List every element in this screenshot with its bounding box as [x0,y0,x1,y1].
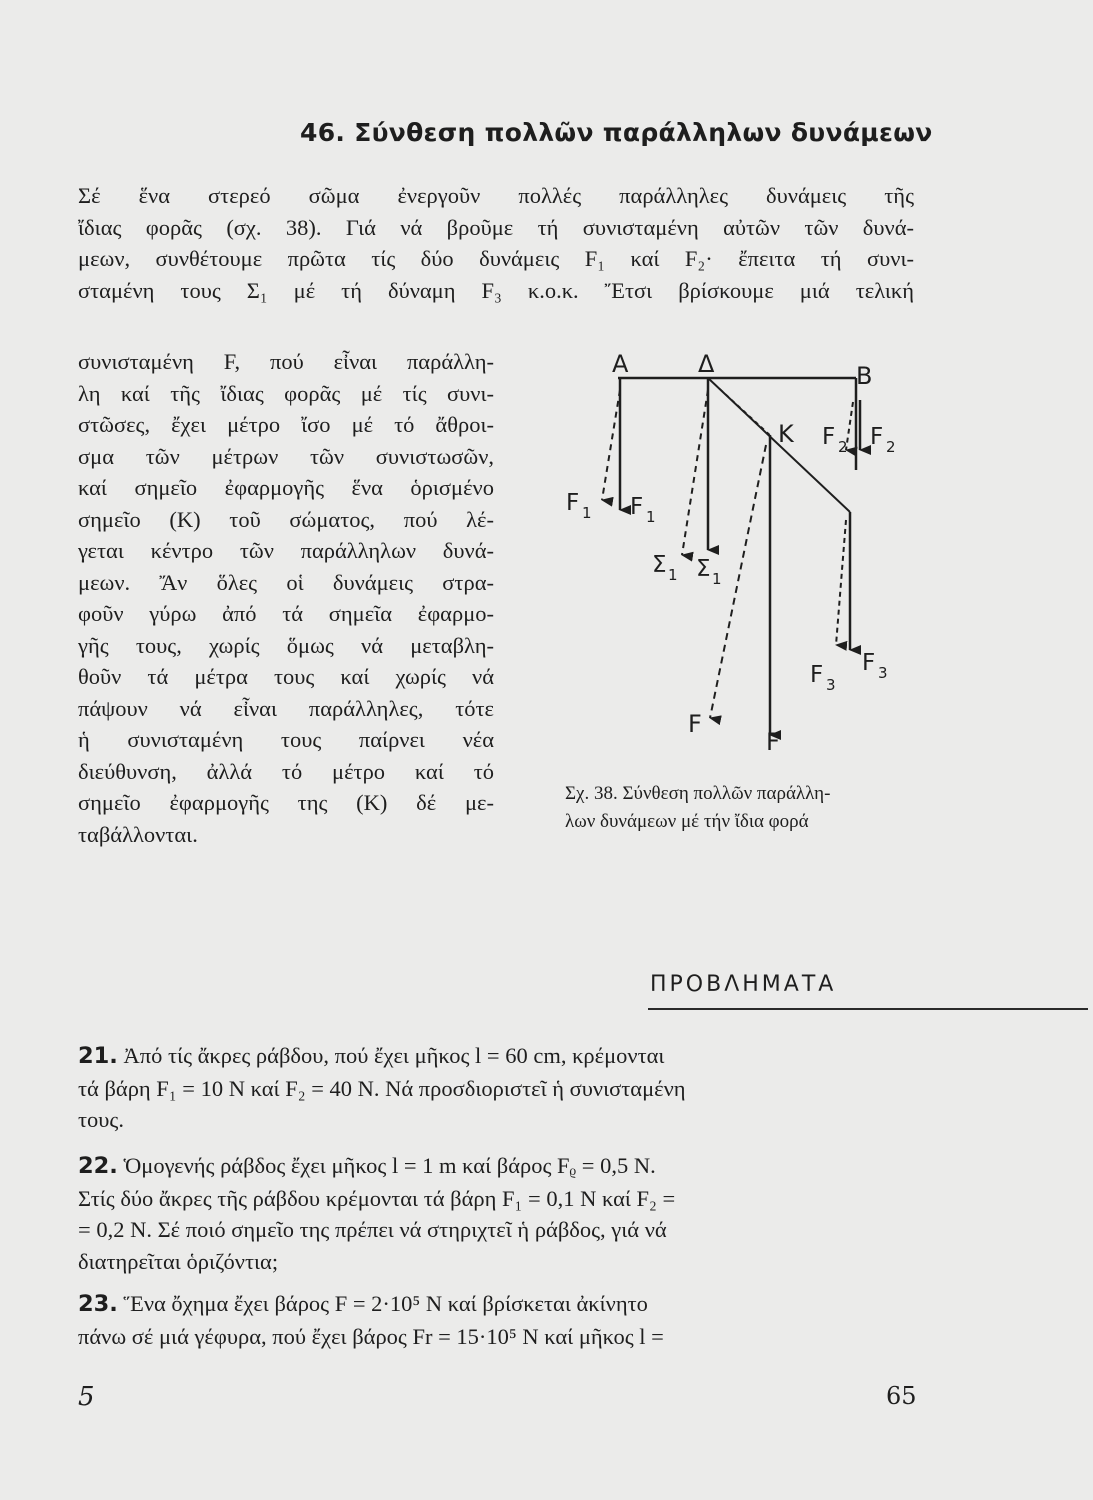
narrow-line: σμα τῶν μέτρων τῶν συνιστωσῶν, [78,443,494,469]
f3-rotated-label: F [810,662,824,688]
narrow-line: φοῦν γύρω ἀπό τά σημεῖα ἐφαρμο- [78,601,494,626]
f2-rotated-sub: 2 [838,438,848,456]
f1-sub: 1 [646,508,656,526]
point-b-label: B [856,362,873,390]
problems-title: ΠΡΟΒΛΗΜΑΤΑ [650,972,837,997]
intro-line: Σέ ἕνα στερεό σῶμα ἐνεργοῦν πολλές παράλληλες δυνάμεις τῆς [78,183,914,208]
figure-caption [565,780,915,836]
problem-number: 22. [78,1153,118,1179]
problems-divider [648,1008,1088,1010]
sigma1-label: Σ [696,556,711,582]
force-f1-rotated-arrow [602,390,620,500]
narrow-line: μεων. Ἄν ὅλες οἱ δυνάμεις στρα- [78,569,494,595]
intro-paragraph [78,180,914,306]
problem-text: Ἀπό τίς ἄκρες ράβδου, πού ἔχει μῆκος l = 60 cm, κρέμονται [123,1043,665,1068]
f3-label: F [862,650,876,676]
problem-line: πάνω σέ μιά γέφυρα, πού ἔχει βάρος Fr = 15·10⁵ N καί μῆκος l = [78,1323,664,1349]
problem-line: διατηρεῖται ὁριζόντια; [78,1248,279,1274]
narrow-line: διεύθυνση, ἀλλά τό μέτρο καί τό [78,758,494,784]
f2-rotated-label: F [822,424,836,450]
intro-line: μεων, συνθέτουμε πρῶτα τίς δύο δυνάμεις F₁ καί F₂· ἔπειτα τή συνι- [78,246,914,271]
problem-text: Ἕνα ὄχημα ἔχει βάρος F = 2·10⁵ N καί βρίσκεται ἀκίνητο [123,1291,648,1316]
figure-38-parallel-forces [560,340,920,760]
force-f3-rotated-arrow [836,520,846,645]
narrow-line: ἡ συνισταμένη τους παίρνει νέα [78,727,494,752]
f3-sub: 3 [878,664,888,682]
narrow-line: γεται κέντρο τῶν παράλληλων δυνά- [78,538,494,563]
f-label: F [766,728,780,756]
narrow-paragraph [78,346,494,850]
narrow-line: στῶσες, ἔχει μέτρο ἴσο μέ τό ἄθροι- [78,412,494,437]
narrow-line: λη καί τῆς ἴδιας φορᾶς μέ τίς συνι- [78,380,494,406]
f2-label: F [870,424,884,450]
narrow-line: θοῦν τά μέτρα τους καί χωρίς νά [78,664,494,689]
problem-21 [78,1040,914,1136]
page-number: 65 [886,1382,917,1410]
problem-23 [78,1288,914,1352]
problem-line [78,1040,914,1073]
narrow-line: σημεῖο ἐφαρμογῆς της (K) δέ με- [78,790,494,815]
narrow-line: γῆς τους, χωρίς ὅμως νά μεταβλη- [78,632,494,658]
problem-line: τά βάρη F₁ = 10 N καί F₂ = 40 N. Νά προσδιοριστεῖ ἡ συνισταμένη [78,1075,686,1101]
f3-rotated-sub: 3 [826,676,836,694]
problem-number: 23. [78,1291,118,1317]
problem-22 [78,1150,914,1277]
problem-line [78,1288,914,1321]
narrow-line: σημεῖο (K) τοῦ σώματος, πού λέ- [78,506,494,532]
sigma1-sub: 1 [712,570,722,588]
narrow-line: πάψουν νά εἶναι παράλληλες, τότε [78,695,494,721]
problem-line: τους. [78,1107,124,1132]
f1-rotated-sub: 1 [582,504,592,522]
f1-label: F [630,494,644,520]
point-k-label: K [778,420,794,448]
caption-line: Σχ. 38. Σύνθεση πολλῶν παράλλη- [565,783,831,804]
resultant-sigma1-rotated-arrow [682,390,708,555]
signature-mark: 5 [78,1382,95,1412]
narrow-line: ταβάλλονται. [78,821,198,847]
narrow-line: καί σημεῖο ἐφαρμογῆς ἕνα ὁρισμένο [78,475,494,500]
f1-rotated-label: F [566,490,580,516]
problem-line: = 0,2 N. Σέ ποιό σημεῖο της πρέπει νά στηριχτεῖ ἡ ράβδος, γιά νά [78,1217,667,1242]
point-a-label: A [612,350,629,378]
intro-line: ἴδιας φορᾶς (σχ. 38). Γιά νά βροῦμε τή συνισταμένη αὐτῶν τῶν δυνά- [78,214,914,240]
sigma1-rotated-sub: 1 [668,566,678,584]
problem-line [78,1150,914,1183]
f-rotated-label: F [688,710,702,738]
f2-sub: 2 [886,438,896,456]
sigma1-rotated-label: Σ [652,552,667,578]
section-heading: 46. Σύνθεση πολλῶν παράλληλων δυνάμεων [300,118,933,147]
problem-number: 21. [78,1043,118,1069]
intro-line: σταμένη τους Σ₁ μέ τή δύναμη F₃ κ.ο.κ. Ἔτσι βρίσκουμε μιά τελική [78,277,914,303]
problem-line: Στίς δύο ἄκρες τῆς ράβδου κρέμονται τά βάρη F₁ = 0,1 N καί F₂ = [78,1185,676,1211]
caption-line: λων δυνάμεων μέ τήν ἴδια φορά [565,811,809,832]
problem-text: Ὁμογενής ράβδος ἔχει μῆκος l = 1 m καί βάρος Fᵨ = 0,5 N. [123,1153,656,1178]
point-delta-label: Δ [698,350,715,378]
narrow-line: συνισταμένη F, πού εἶναι παράλλη- [78,349,494,374]
